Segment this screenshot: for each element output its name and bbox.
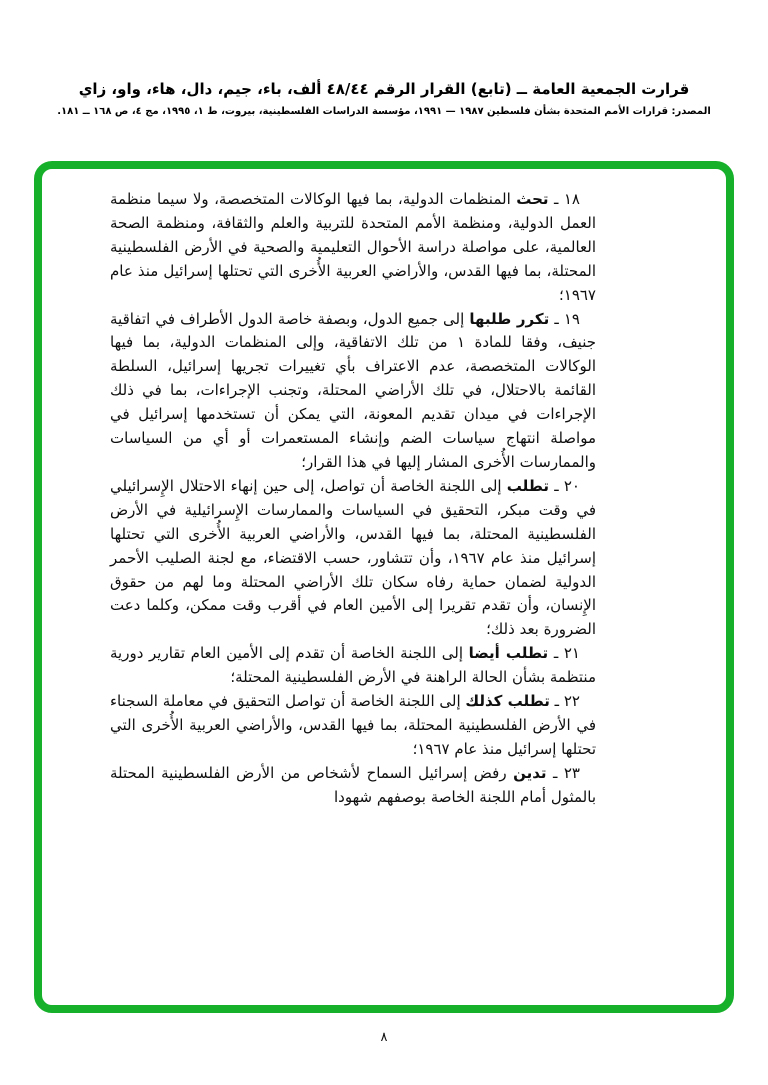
resolution-paragraph — [110, 188, 596, 308]
paragraph-body: إلى اللجنة الخاصة أن تواصل، إلى حين إنهاء الاحتلال الإِسرائيلي في وقت مبكر، التحقيق في السياسات والممارسات الإِسرائيلية في الأرض الفلسطينية المحتلة، بما فيها القدس، والأراضي العربية الأُخرى التي تحتلها إسرائيل منذ عام ١٩٦٧، وأن تتشاور، حسب الاقتضاء، مع لجنة الصليب الأحمر الدولية لضمان حماية رفاه سكان تلك الأراضي المحتلة وما لهم من حقوق الإِنسان، وأن تقدم تقريرا إلى الأمين العام في أقرب وقت ممكن، وكلما دعت الضرورة بعد ذلك؛ — [110, 476, 596, 639]
resolution-paragraph — [110, 642, 596, 690]
paragraph-number: ٢١ — [563, 644, 580, 663]
page-footer — [0, 1030, 768, 1045]
paragraph-dash: ـ — [554, 476, 559, 495]
paragraph-body: إلى اللجنة الخاصة أن تواصل التحقيق في معاملة السجناء في الأرض الفلسطينية المحتلة، بما فيها القدس، والأراضي العربية الأُخرى التي تحتلها إسرائيل منذ عام ١٩٦٧؛ — [110, 692, 596, 758]
resolution-text-block — [110, 188, 596, 810]
paragraph-lead-word: تطلب — [506, 476, 550, 495]
paragraph-number: ٢٢ — [563, 692, 580, 711]
resolution-paragraph — [110, 762, 596, 810]
paragraph-number: ٢٠ — [563, 476, 580, 495]
paragraph-dash: ـ — [552, 763, 558, 782]
page-number: ٨ — [380, 1030, 388, 1045]
paragraph-body: رفض إسرائيل السماح لأشخاص من الأرض الفلسطينية المحتلة بالمثول أمام اللجنة الخاصة بوصفهم شهودا — [110, 763, 596, 806]
paragraph-dash: ـ — [554, 309, 559, 328]
document-title: قرارت الجمعية العامة ــ (تابع) القرار الرقم ٤٨/٤٤ ألف، باء، جيم، دال، هاء، واو، زاي — [78, 80, 690, 98]
paragraph-lead-word: تطلب كذلك — [465, 692, 550, 711]
paragraph-dash: ـ — [553, 190, 559, 208]
document-frame — [34, 161, 734, 1013]
paragraph-lead-word: تكرر طلبها — [469, 309, 550, 328]
paragraph-body: المنظمات الدولية، بما فيها الوكالات المتخصصة، ولا سيما منظمة العمل الدولية، ومنظمة الأمم المتحدة للتربية والعلم والثقافة، ومنظمة الصحة العالمية، على مواصلة دراسة الأحوال التعليمية والصحية في الأرض الفلسطينية المحتلة، بما فيها القدس، والأراضي العربية الأُخرى التي تحتلها إسرائيل منذ عام ١٩٦٧؛ — [110, 190, 596, 304]
paragraph-lead-word: تحث — [516, 190, 549, 208]
page-header — [0, 80, 768, 117]
paragraph-body: إلى جميع الدول، وبصفة خاصة الدول الأطراف في اتفاقية جنيف، وفقا للمادة ١ من تلك الاتفاقية، وإلى المنظمات الدولية، بما فيها الوكالات المتخصصة، عدم الاعتراف بأي تغييرات تجريها إسرائيل، السلطة القائمة بالاحتلال، في تلك الأراضي المحتلة، وتجنب الإجراءات، بما في ذلك الإجراءات في ميدان تقديم المعونة، التي يمكن أن تستخدمها إسرائيل في مواصلة انتهاج سياسات الضم وإنشاء المستعمرات أو أي من السياسات والممارسات الأُخرى المشار إليها في هذا القرار؛ — [110, 309, 596, 471]
resolution-paragraph — [110, 475, 596, 642]
document-source-line: المصدر: قرارات الأمم المتحدة بشأن فلسطين ١٩٨٧ — ١٩٩١، مؤسسة الدراسات الفلسطينية، بيروت، ط ١، ١٩٩٥، مج ٤، ص ١٦٨ ــ ١٨١. — [57, 106, 711, 117]
paragraph-number: ١٨ — [563, 190, 580, 208]
paragraph-lead-word: تطلب أيضا — [468, 644, 549, 663]
resolution-paragraph — [110, 308, 596, 475]
paragraph-lead-word: تدين — [513, 763, 547, 782]
resolution-paragraph — [110, 690, 596, 762]
paragraph-number: ٢٣ — [563, 763, 580, 782]
paragraph-number: ١٩ — [563, 309, 580, 328]
paragraph-dash: ـ — [554, 692, 560, 711]
paragraph-body: إلى اللجنة الخاصة أن تقدم إلى الأمين العام تقارير دورية منتظمة بشأن الحالة الراهنة في الأرض الفلسطينية المحتلة؛ — [110, 644, 596, 687]
paragraph-dash: ـ — [553, 644, 559, 663]
